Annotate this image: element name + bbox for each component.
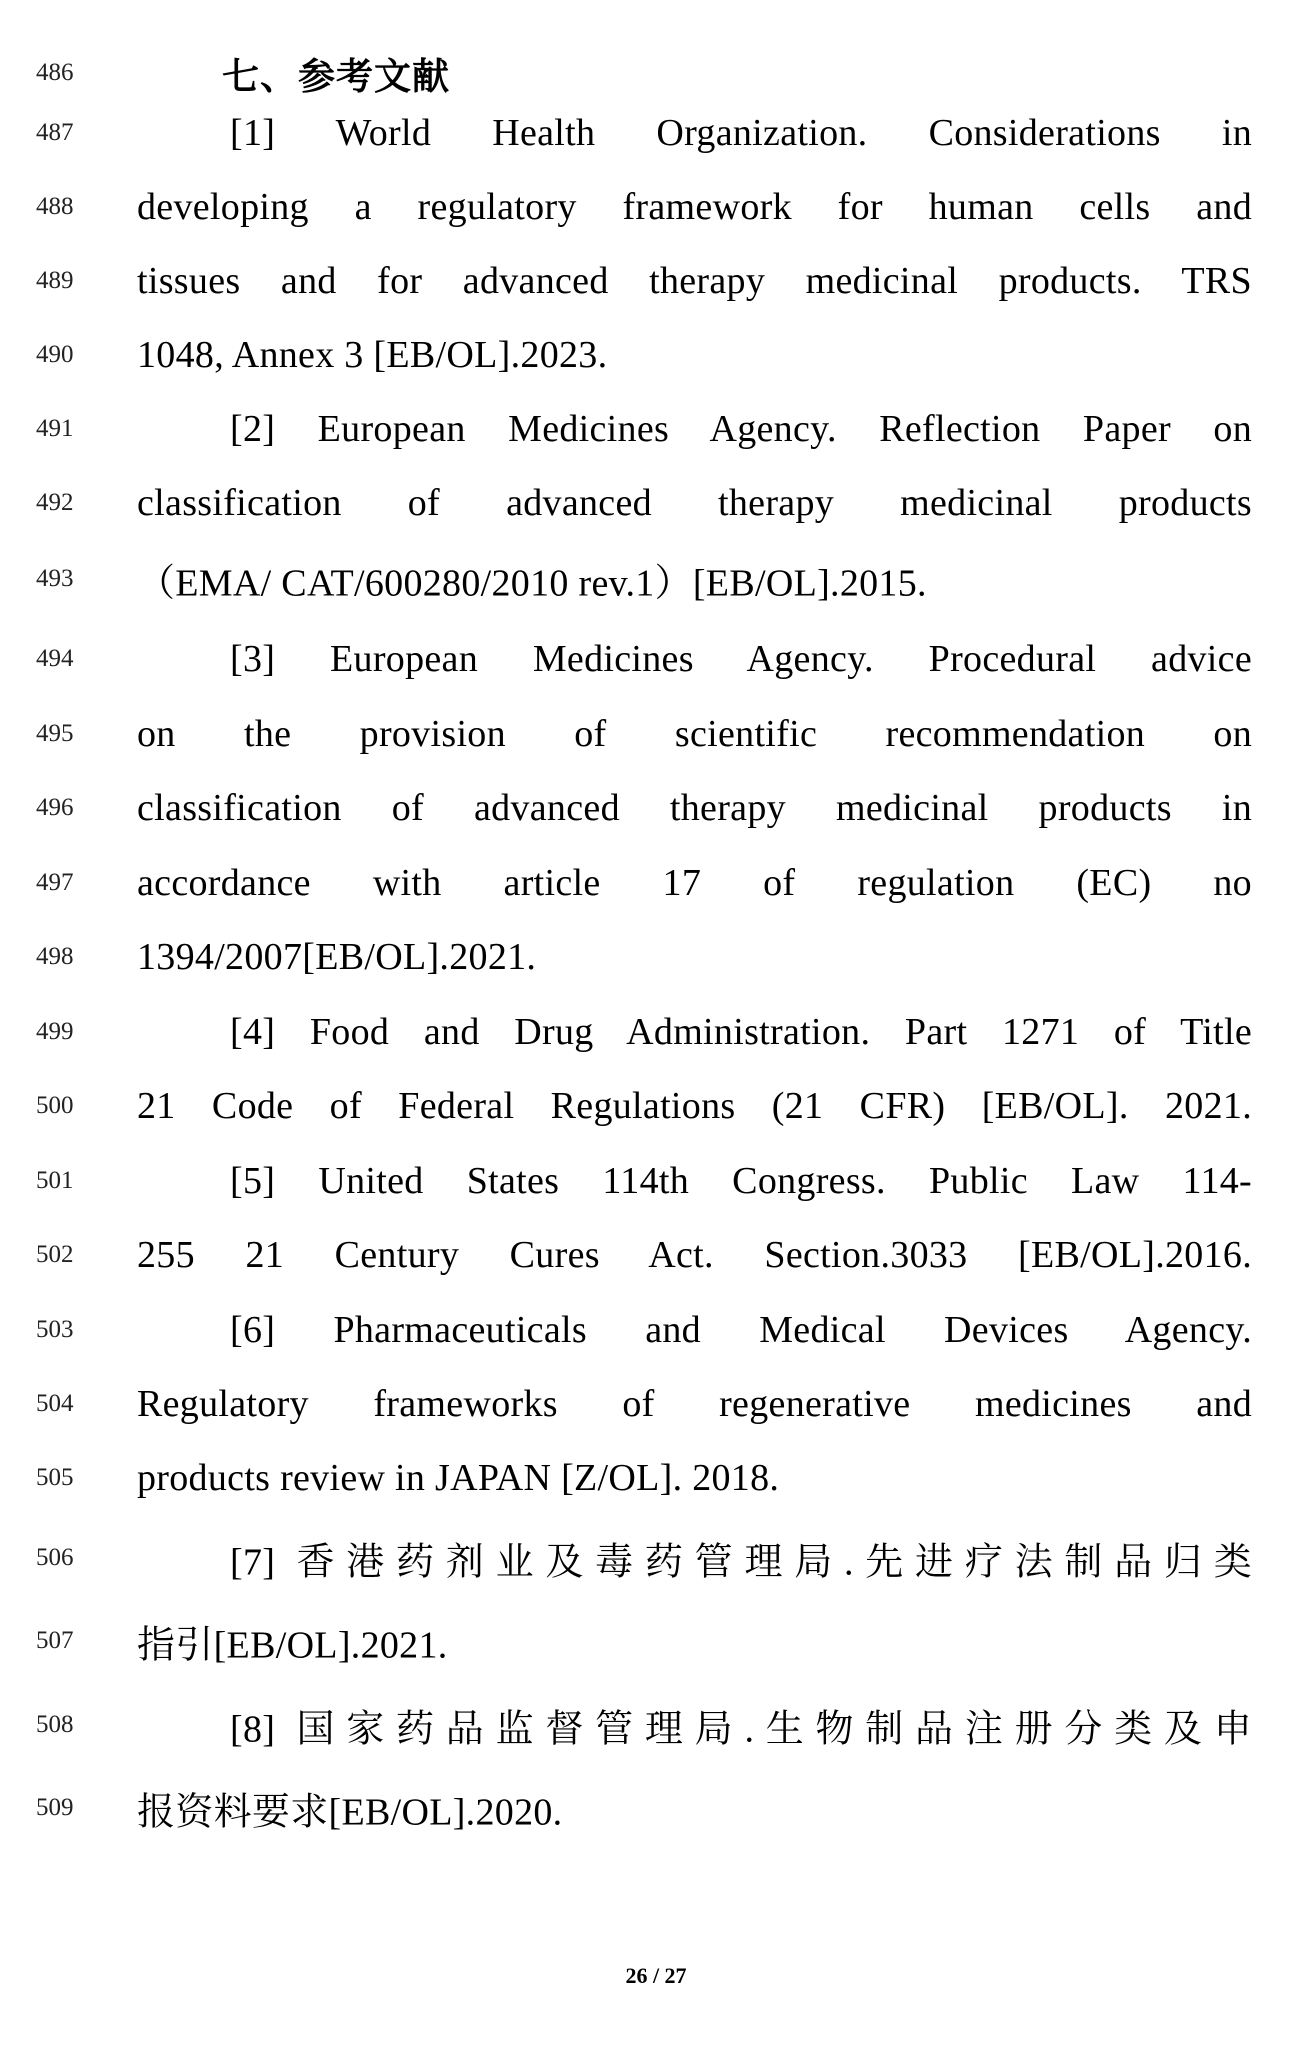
line-495 — [0, 697, 1312, 771]
reference-text: tissues and for advanced therapy medicinal products. TRS — [137, 260, 1252, 302]
reference-text: [2] European Medicines Agency. Reflection Paper on — [230, 408, 1252, 450]
line-488 — [0, 170, 1312, 244]
line-505 — [0, 1441, 1312, 1515]
line-509 — [0, 1771, 1312, 1845]
line-number: 504 — [36, 1390, 74, 1417]
line-number: 507 — [36, 1627, 74, 1654]
reference-text: [1] World Health Organization. Considerations in — [230, 112, 1252, 154]
line-502 — [0, 1218, 1312, 1292]
page-number: 26 / 27 — [625, 1963, 687, 1988]
line-number: 509 — [36, 1794, 74, 1821]
line-number: 502 — [36, 1241, 74, 1268]
line-493 — [0, 542, 1312, 616]
reference-text: 指引[EB/OL].2021. — [137, 1624, 448, 1667]
line-number: 488 — [36, 193, 74, 220]
line-number: 487 — [36, 119, 74, 146]
line-number: 498 — [36, 943, 74, 970]
reference-text: Regulatory frameworks of regenerative medicines and — [137, 1383, 1252, 1425]
line-number: 508 — [36, 1711, 74, 1738]
line-number: 495 — [36, 720, 74, 747]
line-498 — [0, 920, 1312, 994]
line-number: 499 — [36, 1018, 74, 1045]
line-number: 505 — [36, 1464, 74, 1491]
line-number: 506 — [36, 1544, 74, 1571]
line-number: 500 — [36, 1092, 74, 1119]
line-507 — [0, 1604, 1312, 1678]
reference-text: 1048, Annex 3 [EB/OL].2023. — [137, 334, 608, 376]
line-494 — [0, 622, 1312, 696]
reference-text: [4] Food and Drug Administration. Part 1271 of Title — [230, 1011, 1252, 1053]
reference-text: products review in JAPAN [Z/OL]. 2018. — [137, 1457, 780, 1499]
reference-text: 255 21 Century Cures Act. Section.3033 [EB/OL].2016. — [137, 1234, 1252, 1276]
line-490 — [0, 318, 1312, 392]
reference-text: on the provision of scientific recommendation on — [137, 713, 1252, 755]
reference-text: （EMA/ CAT/600280/2010 rev.1）[EB/OL].2015. — [137, 562, 927, 605]
line-number: 497 — [36, 869, 74, 896]
reference-text: [6] Pharmaceuticals and Medical Devices Agency. — [230, 1309, 1252, 1351]
line-500 — [0, 1069, 1312, 1143]
line-number: 496 — [36, 794, 74, 821]
line-number: 491 — [36, 415, 74, 442]
line-504 — [0, 1367, 1312, 1441]
line-number: 494 — [36, 645, 74, 672]
line-497 — [0, 846, 1312, 920]
line-496 — [0, 771, 1312, 845]
reference-text: classification of advanced therapy medicinal products — [137, 482, 1252, 524]
reference-text: [3] European Medicines Agency. Procedural advice — [230, 638, 1252, 680]
line-491 — [0, 392, 1312, 466]
line-number: 492 — [36, 489, 74, 516]
reference-text: accordance with article 17 of regulation (EC) no — [137, 862, 1252, 904]
line-number: 503 — [36, 1316, 74, 1343]
line-number: 486 — [36, 59, 74, 86]
reference-text: 1394/2007[EB/OL].2021. — [137, 936, 537, 978]
reference-text: 报资料要求[EB/OL].2020. — [137, 1791, 563, 1834]
line-499 — [0, 995, 1312, 1069]
line-508 — [0, 1688, 1312, 1762]
reference-text: [8] 国家药品监督管理局.生物制品注册分类及申 — [230, 1708, 1252, 1751]
reference-text: 21 Code of Federal Regulations (21 CFR) [EB/OL]. 2021. — [137, 1085, 1252, 1127]
reference-text: developing a regulatory framework for human cells and — [137, 186, 1252, 228]
line-number: 490 — [36, 341, 74, 368]
reference-text: [7] 香港药剂业及毒药管理局.先进疗法制品归类 — [230, 1541, 1252, 1584]
line-489 — [0, 244, 1312, 318]
reference-text: classification of advanced therapy medicinal products in — [137, 787, 1252, 829]
section-heading: 七、参考文献 — [222, 55, 450, 98]
reference-text: [5] United States 114th Congress. Public Law 114- — [230, 1160, 1252, 1202]
line-503 — [0, 1293, 1312, 1367]
line-492 — [0, 466, 1312, 540]
line-number: 501 — [36, 1167, 74, 1194]
line-number: 493 — [36, 565, 74, 592]
line-487 — [0, 96, 1312, 170]
line-501 — [0, 1144, 1312, 1218]
line-506 — [0, 1521, 1312, 1595]
line-number: 489 — [36, 267, 74, 294]
